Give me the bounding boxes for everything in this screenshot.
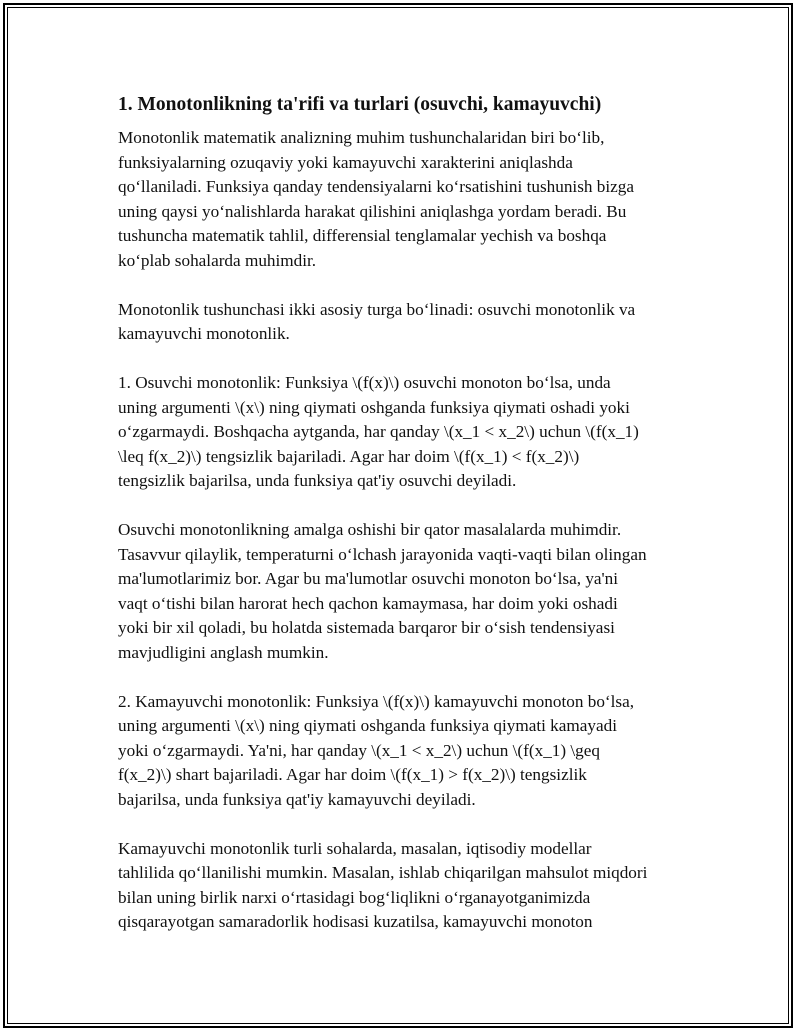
text-line: tahlilida qo‘llanilishi mumkin. Masalan, ishlab chiqarilgan mahsulot miqdori (118, 863, 648, 882)
paragraph (118, 371, 698, 494)
text-line: qisqarayotgan samaradorlik hodisasi kuzatilsa, kamayuvchi monoton (118, 912, 593, 931)
text-line: tengsizlik bajarilsa, unda funksiya qat'iy osuvchi deyiladi. (118, 471, 517, 490)
text-line: tushuncha matematik tahlil, differensial tenglamalar yechish va boshqa (118, 226, 607, 245)
text-line: bilan uning birlik narxi o‘rtasidagi bog‘liqlikni o‘rganayotganimizda (118, 887, 591, 907)
text-line: uning argumenti \(x\) ning qiymati oshganda funksiya qiymati oshadi yoki (118, 397, 630, 417)
text-line: Tasavvur qilaylik, temperaturni o‘lchash jarayonida vaqti-vaqti bilan olingan (118, 544, 647, 564)
paragraph (118, 126, 698, 273)
text-line: \leq f(x_2)\) tengsizlik bajariladi. Agar har doim \(f(x_1) < f(x_2)\) (118, 446, 580, 466)
paragraph (118, 837, 698, 935)
text-line: uning qaysi yo‘nalishlarda harakat qilishini aniqlashga yordam beradi. Bu (118, 201, 627, 221)
document-body (118, 92, 698, 959)
text-line: funksiyalarning ozuqaviy yoki kamayuvchi xarakterini aniqlashda (118, 152, 573, 172)
text-line: yoki bir xil qoladi, bu holatda sistemada barqaror bir o‘sish tendensiyasi (118, 618, 615, 637)
paragraph (118, 518, 698, 665)
text-line: o‘zgarmaydi. Boshqacha aytganda, har qanday \(x_1 < x_2\) uchun \(f(x_1) (118, 422, 639, 441)
text-line: yoki o‘zgarmaydi. Ya'ni, har qanday \(x_1 < x_2\) uchun \(f(x_1) \geq (118, 740, 600, 760)
paragraph-list (118, 126, 698, 935)
text-line: ko‘plab sohalarda muhimdir. (118, 250, 317, 270)
paragraph (118, 690, 698, 813)
text-line: vaqt o‘tishi bilan harorat hech qachon kamaymasa, har doim yoki oshadi (118, 593, 618, 613)
text-line: Kamayuvchi monotonlik turli sohalarda, masalan, iqtisodiy modellar (118, 838, 592, 858)
text-line: Monotonlik matematik analizning muhim tushunchalaridan biri bo‘lib, (118, 128, 605, 147)
text-line: f(x_2)\) shart bajariladi. Agar har doim \(f(x_1) > f(x_2)\) tengsizlik (118, 765, 587, 784)
text-line: qo‘llaniladi. Funksiya qanday tendensiyalarni ko‘rsatishini tushunish bizga (118, 177, 635, 196)
paragraph (118, 298, 698, 347)
text-line: 1. Osuvchi monotonlik: Funksiya \(f(x)\) osuvchi monoton bo‘lsa, unda (118, 373, 611, 392)
text-line: uning argumenti \(x\) ning qiymati oshganda funksiya qiymati kamayadi (118, 716, 617, 735)
text-line: 2. Kamayuvchi monotonlik: Funksiya \(f(x)\) kamayuvchi monoton bo‘lsa, (118, 691, 635, 711)
text-line: Osuvchi monotonlikning amalga oshishi bir qator masalalarda muhimdir. (118, 520, 622, 539)
text-line: ma'lumotlarimiz bor. Agar bu ma'lumotlar osuvchi monoton bo‘lsa, ya'ni (118, 569, 619, 588)
text-line: mavjudligini anglash mumkin. (118, 642, 329, 662)
text-line: kamayuvchi monotonlik. (118, 324, 290, 343)
text-line: bajarilsa, unda funksiya qat'iy kamayuvchi deyiladi. (118, 789, 476, 809)
section-title: 1. Monotonlikning ta'rifi va turlari (osuvchi, kamayuvchi) (118, 94, 602, 115)
text-line: Monotonlik tushunchasi ikki asosiy turga bo‘linadi: osuvchi monotonlik va (118, 299, 636, 319)
